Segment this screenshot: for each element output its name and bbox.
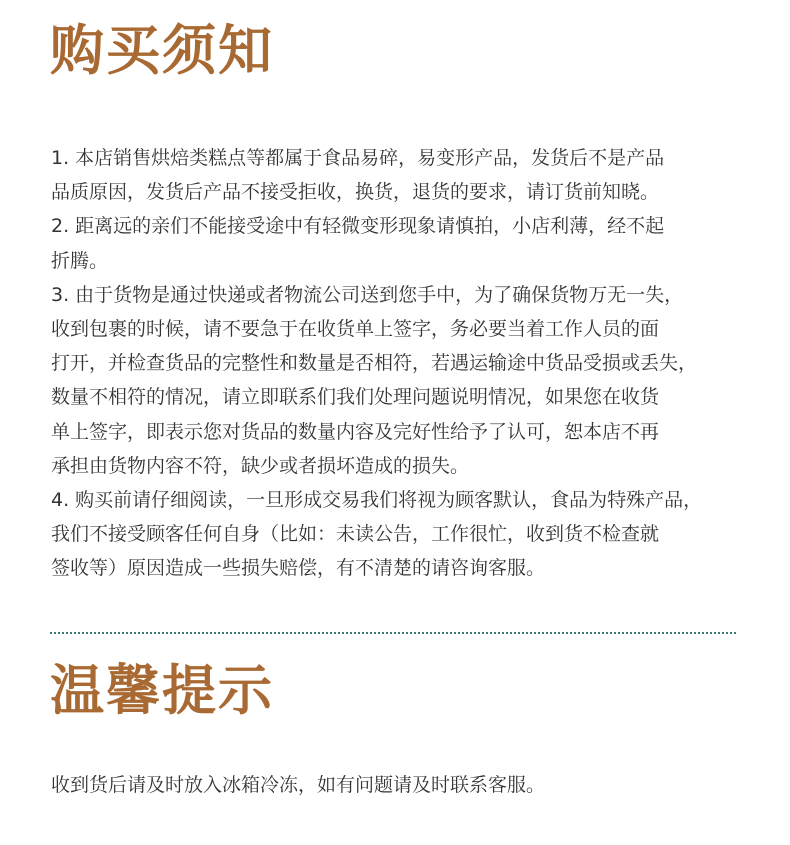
notice-line: 我们不接受顾客任何自身（比如：未读公告，工作很忙，收到货不检查就	[51, 523, 660, 546]
notice-line: 3. 由于货物是通过快递或者物流公司送到您手中，为了确保货物万无一失，	[51, 283, 684, 306]
section-divider	[50, 632, 736, 634]
notice-line: 单上签字，即表示您对货品的数量内容及完好性给予了认可，恕本店不再	[51, 420, 660, 443]
notice-line: 承担由货物内容不符，缺少或者损坏造成的损失。	[51, 454, 470, 477]
tips-text: 收到货后请及时放入冰箱冷冻，如有问题请及时联系客服。	[51, 774, 546, 796]
notice-line: 打开，并检查货品的完整性和数量是否相符，若遇运输途中货品受损或丢失，	[51, 352, 698, 375]
notice-line: 数量不相符的情况，请立即联系们我们处理问题说明情况，如果您在收货	[51, 386, 660, 409]
notice-line: 4. 购买前请仔细阅读，一旦形成交易我们将视为顾客默认，食品为特殊产品，	[51, 489, 703, 512]
notice-line: 品质原因，发货后产品不接受拒收，换货，退货的要求，请订货前知晓。	[51, 181, 660, 204]
notice-line: 收到包裹的时候，请不要急于在收货单上签字，务必要当着工作人员的面	[51, 318, 660, 341]
notice-body	[51, 141, 751, 586]
tips-heading: 温馨提示	[50, 659, 274, 722]
notice-line: 1. 本店销售烘焙类糕点等都属于食品易碎，易变形产品，发货后不是产品	[51, 147, 665, 169]
notice-line: 2. 距离远的亲们不能接受途中有轻微变形现象请慎拍，小店利薄，经不起	[51, 215, 665, 238]
notice-heading: 购买须知	[50, 19, 274, 82]
notice-line: 折腾。	[51, 249, 109, 272]
notice-line: 签收等）原因造成一些损失赔偿，有不清楚的请咨询客服。	[51, 557, 546, 580]
